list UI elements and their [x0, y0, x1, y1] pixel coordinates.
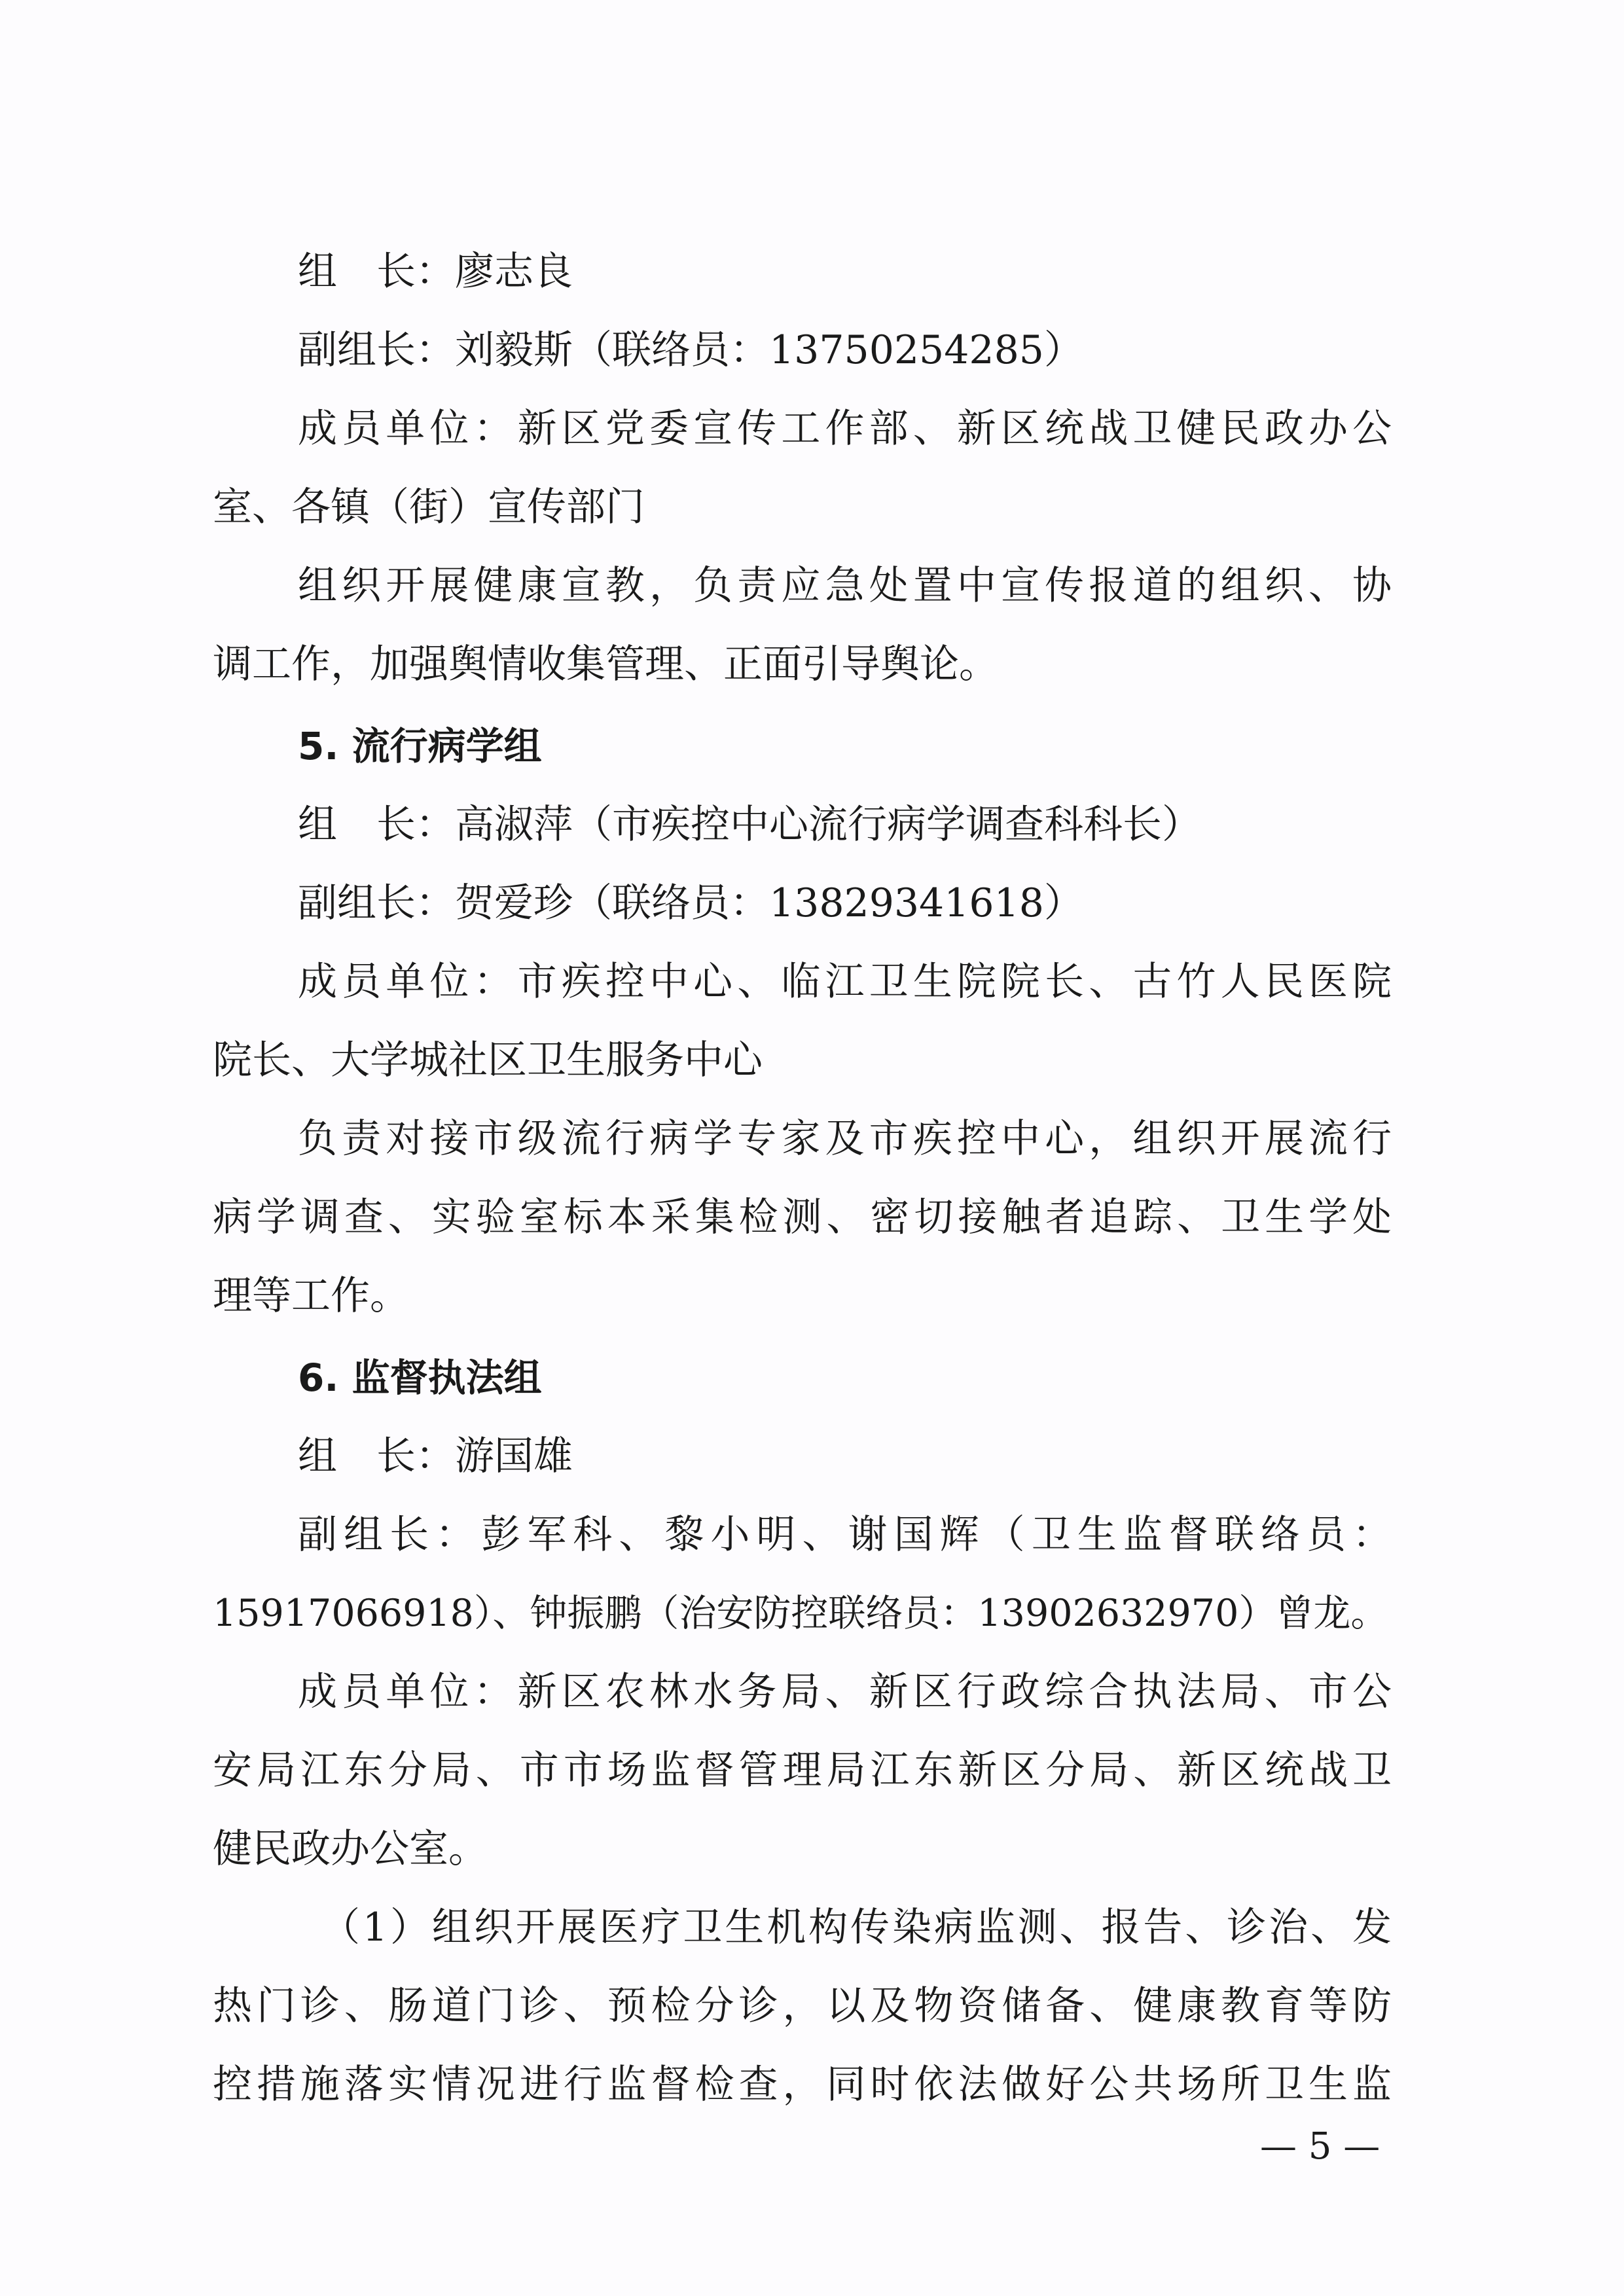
text-line-item-1b: 热门诊、肠道门诊、预检分诊，以及物资储备、健康教育等防: [213, 1983, 1392, 2029]
text-line-member-units-6a: 成员单位：新区农林水务局、新区行政综合执法局、市公: [298, 1669, 1392, 1715]
text-line-deputy-leader-6a: 副组长：彭军科、黎小明、谢国辉（卫生监督联络员：: [298, 1512, 1392, 1558]
section-heading-epidemiology: 5. 流行病学组: [298, 724, 542, 768]
text-line-deputy-leader-6b: 15917066918）、钟振鹏（治安防控联络员：13902632970）曾龙。: [213, 1592, 1388, 1635]
text-line-member-units-5b: 院长、大学城社区卫生服务中心: [213, 1037, 763, 1083]
section-heading-supervision: 6. 监督执法组: [298, 1355, 542, 1400]
text-line-member-units-1b: 室、各镇（街）宣传部门: [213, 484, 645, 530]
text-line-duty-5b: 病学调查、实验室标本采集检测、密切接触者追踪、卫生学处: [213, 1194, 1392, 1240]
text-line-item-1a: （1）组织开展医疗卫生机构传染病监测、报告、诊治、发: [321, 1905, 1392, 1950]
text-line-group-leader-5: 组 长：高淑萍（市疾控中心流行病学调查科科长）: [298, 802, 1201, 848]
text-line-duty-5c: 理等工作。: [213, 1273, 409, 1319]
text-line-duty-5a: 负责对接市级流行病学专家及市疾控中心，组织开展流行: [298, 1116, 1392, 1162]
text-line-duty-1a: 组织开展健康宣教，负责应急处置中宣传报道的组织、协: [298, 563, 1392, 609]
text-line-member-units-6b: 安局江东分局、市市场监督管理局江东新区分局、新区统战卫: [213, 1748, 1392, 1793]
text-line-duty-1b: 调工作，加强舆情收集管理、正面引导舆论。: [213, 641, 998, 687]
text-line-member-units-5a: 成员单位：市疾控中心、临江卫生院院长、古竹人民医院: [298, 959, 1392, 1005]
text-line-member-units-1a: 成员单位：新区党委宣传工作部、新区统战卫健民政办公: [298, 406, 1392, 452]
text-line-member-units-6c: 健民政办公室。: [213, 1826, 488, 1872]
text-line-deputy-leader-5: 副组长：贺爱珍（联络员：13829341618）: [298, 880, 1083, 926]
text-line-group-leader-1: 组 长：廖志良: [298, 249, 573, 295]
page-number: — 5 —: [1260, 2125, 1380, 2168]
text-line-item-1c: 控措施落实情况进行监督检查，同时依法做好公共场所卫生监: [213, 2062, 1392, 2108]
text-line-deputy-leader-1: 副组长：刘毅斯（联络员：13750254285）: [298, 327, 1083, 373]
text-line-group-leader-6: 组 长：游国雄: [298, 1433, 573, 1479]
